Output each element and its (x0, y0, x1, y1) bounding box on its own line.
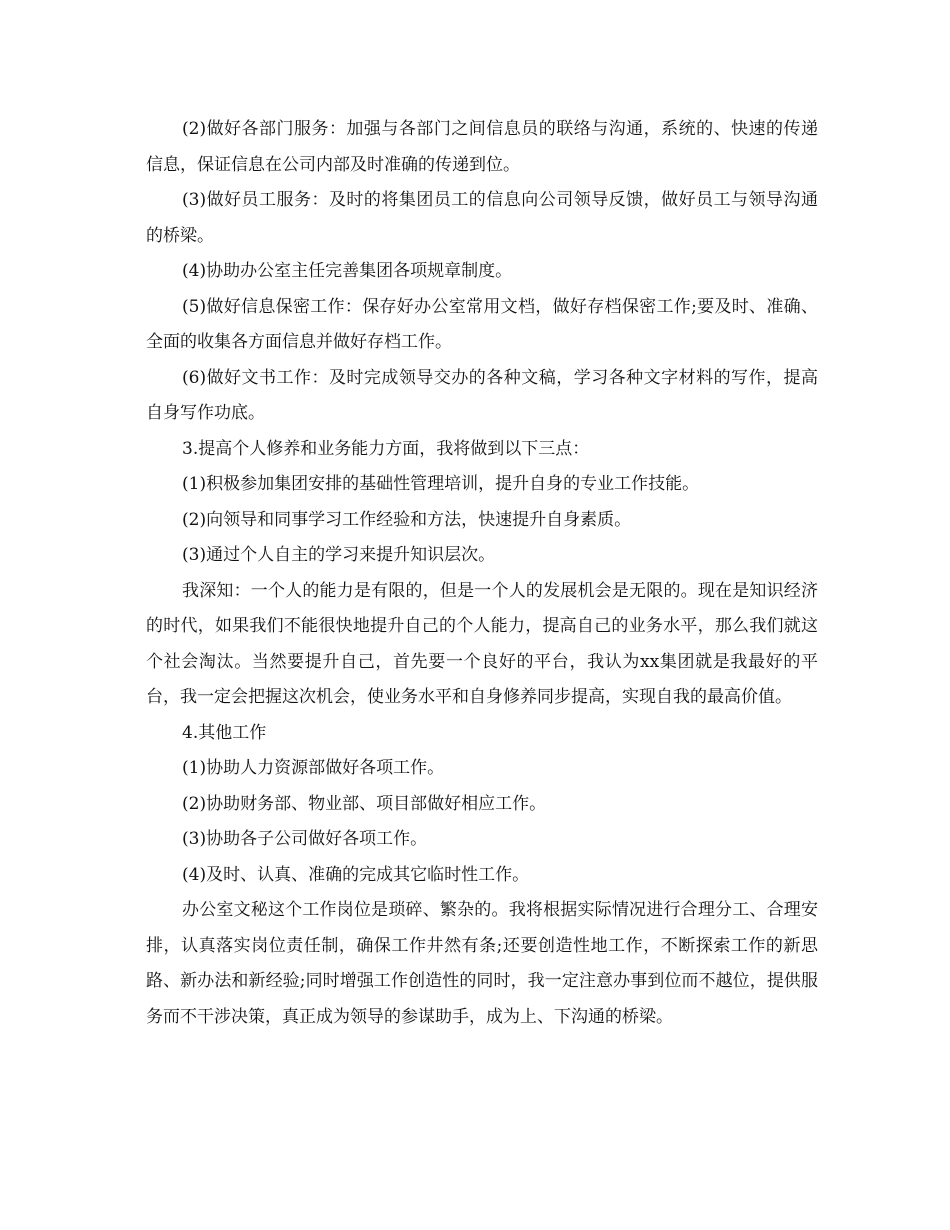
paragraph-finance-assist: (2)协助财务部、物业部、项目部做好相应工作。 (182, 793, 547, 814)
paragraph-hr-assist: (1)协助人力资源部做好各项工作。 (182, 758, 445, 778)
paragraph-training: (1)积极参加集团安排的基础性管理培训，提升自身的专业工作技能。 (182, 474, 700, 494)
paragraph-learn-from-colleagues: (2)向领导和同事学习工作经验和方法，快速提升自身素质。 (182, 509, 632, 530)
paragraph-self-study: (3)通过个人自主的学习来提升知识层次。 (182, 545, 496, 565)
section-heading-other-work: 4.其他工作 (182, 722, 267, 743)
paragraph-reflection: 我深知：一个人的能力是有限的，但是一个人的发展机会是无限的。现在是知识经济的时代，如果我们不能很快地提升自己的个人能力，提高自己的业务水平，那么我们就这个社会淘汰。当然要提升自己，首先要一个良好的平台，我认为xx集团就是我最好的平台，我一定会把握这次机会，使业务水平和自身修养同步提高，实现自我的最高价值。 (146, 580, 818, 707)
section-heading-self-improvement: 3.提高个人修养和业务能力方面，我将做到以下三点： (182, 438, 590, 459)
paragraph-rules: (4)协助办公室主任完善集团各项规章制度。 (182, 261, 513, 281)
paragraph-clerical-work: (6)做好文书工作：及时完成领导交办的各种文稿，学习各种文字材料的写作，提高自身写作功底。 (146, 367, 818, 423)
paragraph-dept-service: (2)做好各部门服务：加强与各部门之间信息员的联络与沟通，系统的、快速的传递信息，保证信息在公司内部及时准确的传递到位。 (146, 119, 818, 175)
paragraph-staff-service: (3)做好员工服务：及时的将集团员工的信息向公司领导反馈，做好员工与领导沟通的桥梁。 (146, 190, 818, 246)
paragraph-subsidiary-assist: (3)协助各子公司做好各项工作。 (182, 829, 428, 849)
paragraph-conclusion: 办公室文秘这个工作岗位是琐碎、繁杂的。我将根据实际情况进行合理分工、合理安排，认真落实岗位责任制，确保工作井然有条;还要创造性地工作，不断探索工作的新思路、新办法和新经验;同时增强工作创造性的同时，我一定注意办事到位而不越位，提供服务而不干涉决策，真正成为领导的参谋助手，成为上、下沟通的桥梁。 (146, 900, 818, 1027)
paragraph-confidentiality: (5)做好信息保密工作：保存好办公室常用文档，做好存档保密工作;要及时、准确、全面的收集各方面信息并做好存档工作。 (146, 296, 818, 352)
document-body (146, 112, 818, 1035)
paragraph-temporary-work: (4)及时、认真、准确的完成其它临时性工作。 (182, 864, 530, 885)
